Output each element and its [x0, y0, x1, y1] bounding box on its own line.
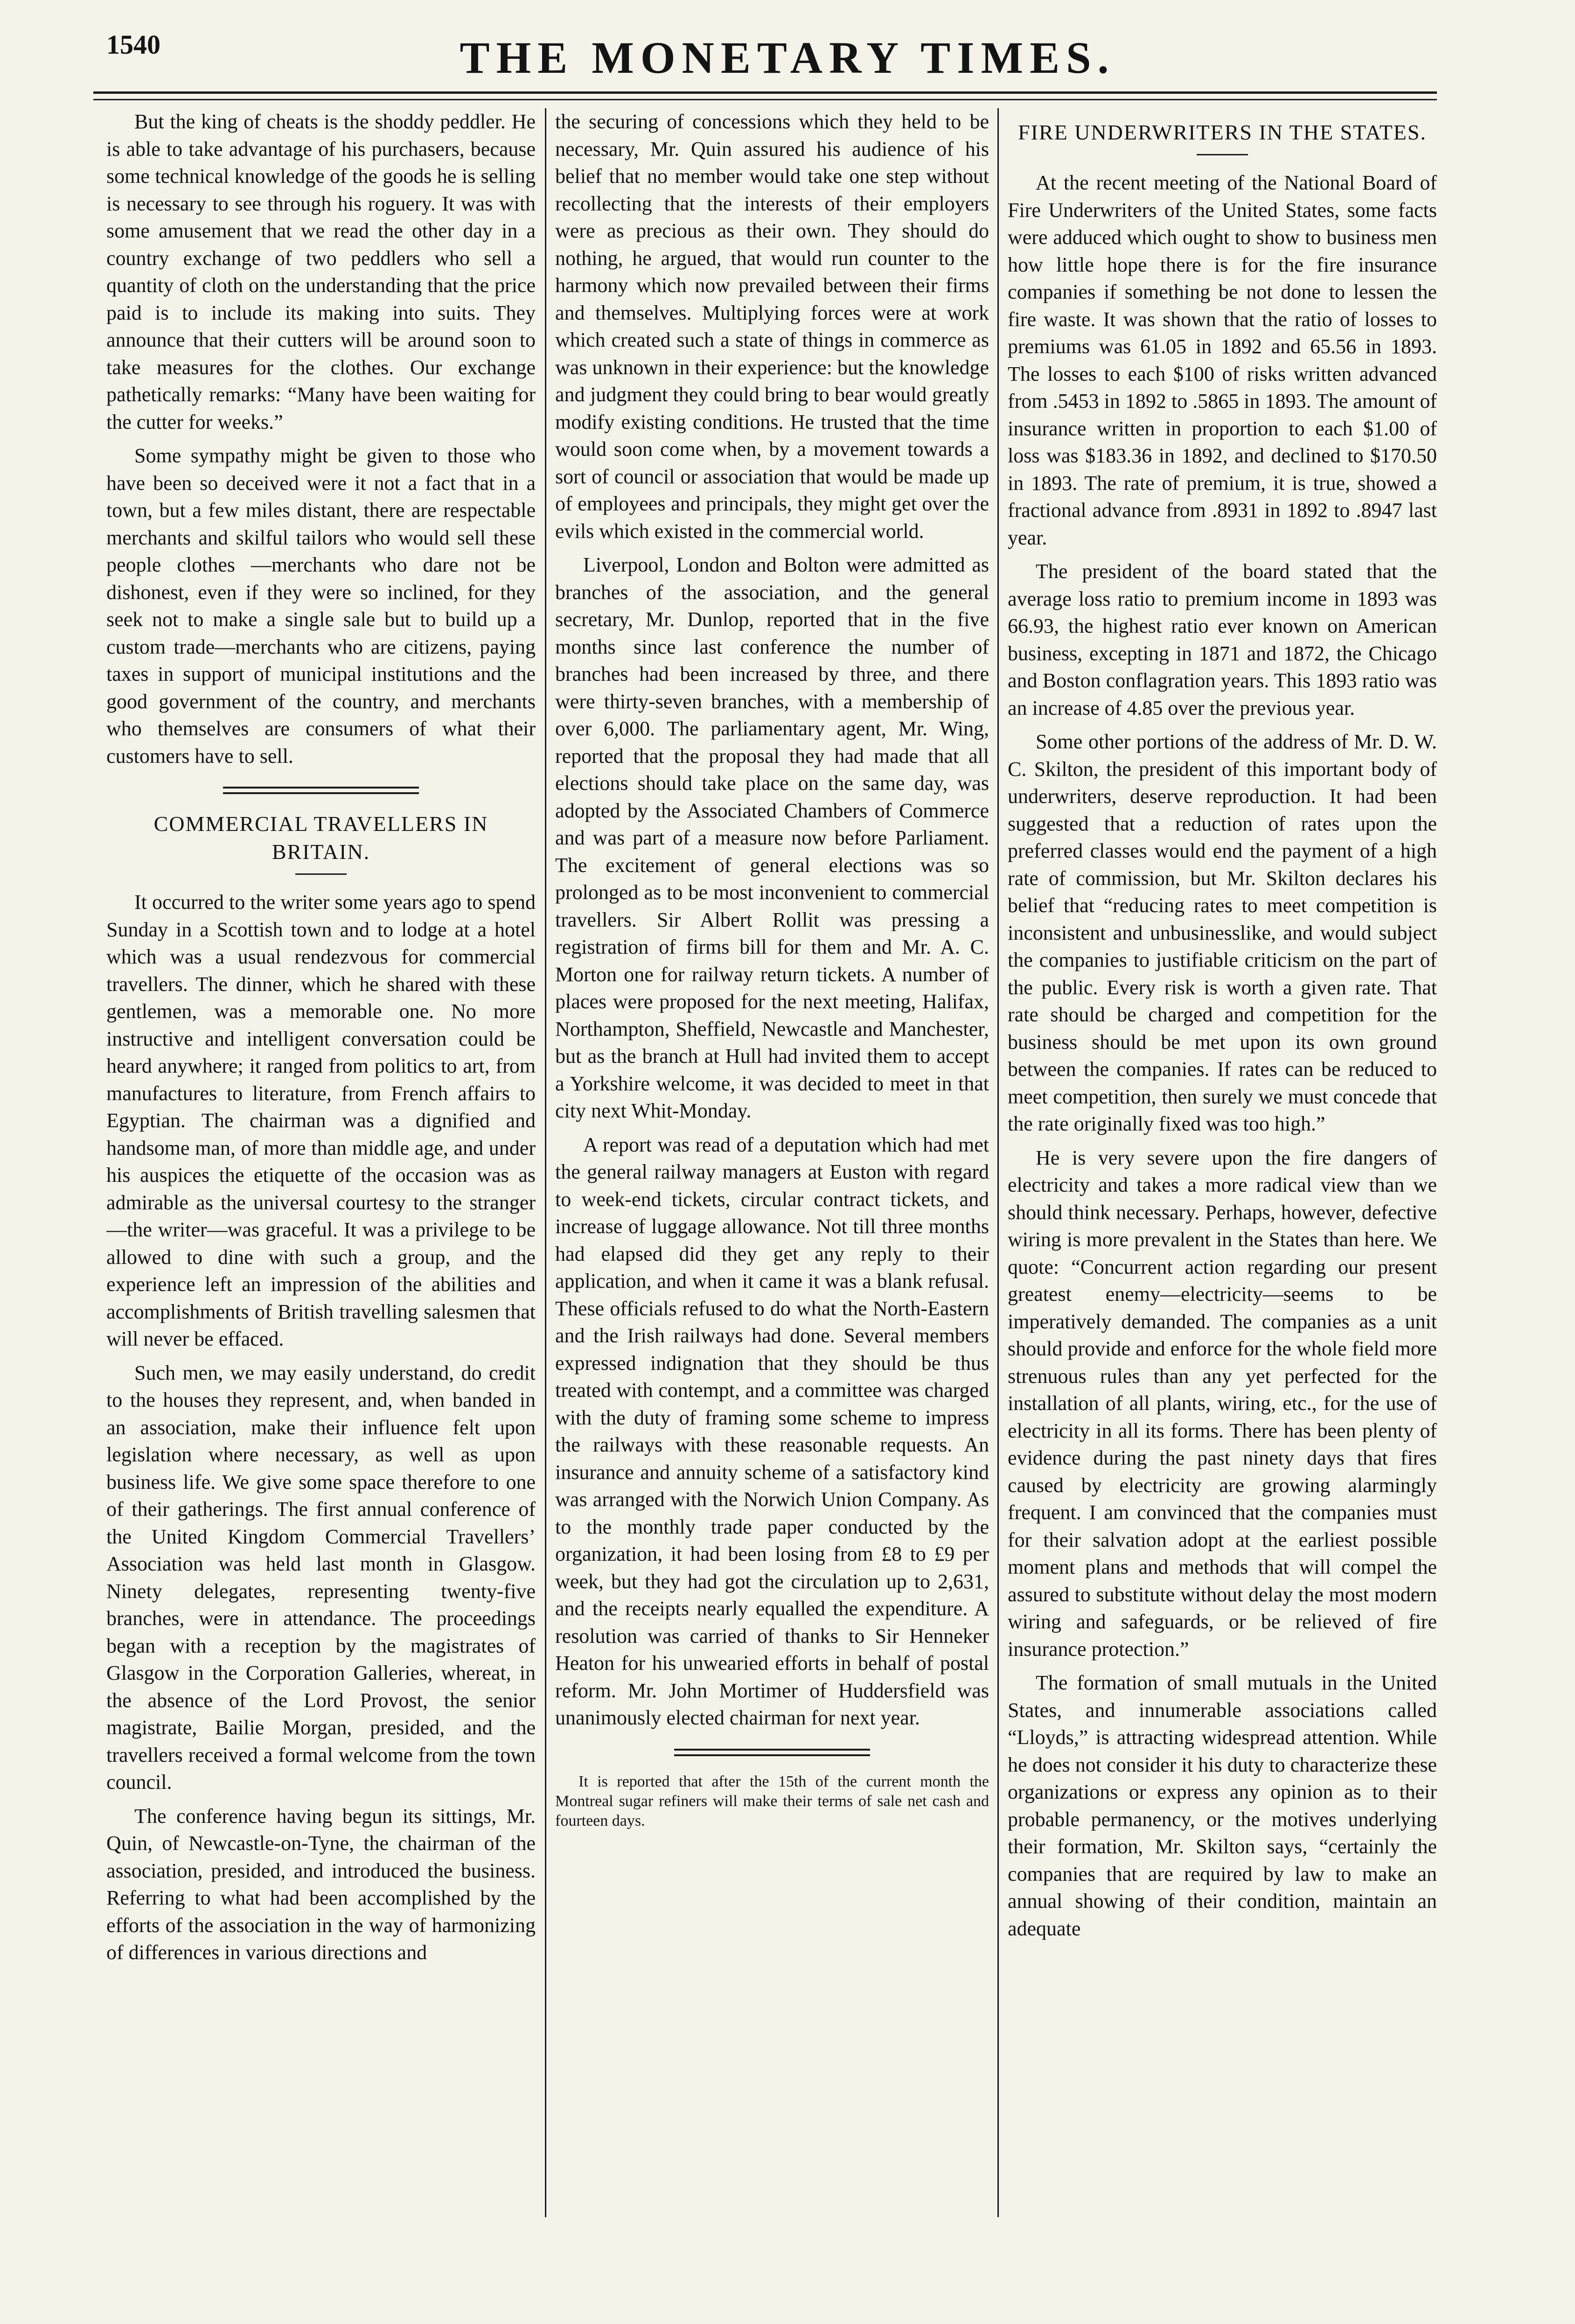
article-paragraph: The formation of small mutuals in the United States, and innumerable associations called “Lloyds,” is attracting widespread attention. While he does not consider it his duty to characterize these organizations or express any opinion as to their probable permanency, or the motives underlying their formation, Mr. Skilton says, “certainly the companies that are required by law to make an annual showing of their condition, maintain an adequate: [1008, 1671, 1437, 1940]
article-paragraph: Liverpool, London and Bolton were admitted as branches of the association, and the general secretary, Mr. Dunlop, reported that in the five months since last conference the number of branches had been increased by three, and there were thirty-seven branches, with a membership of over 6,000. The parliamentary agent, Mr. Wing, reported that the proposal they had made that all elections should take place on the same day, was adopted by the Associated Chambers of Commerce and was part of a measure now before Parliament. The excitement of general elections was so prolonged as to be most inconvenient to commercial travellers. Sir Albert Rollit was pressing a registration of firms bill for them and Mr. A. C. Morton one for railway return tickets. A number of places were proposed for the next meeting, Halifax, Northampton, Sheffield, Newcastle and Manchester, but as the branch at Hull had invited them to accept a Yorkshire welcome, it was decided to meet in that city next Whit-Monday.: [555, 553, 989, 1122]
column-divider-1: [545, 108, 546, 2217]
article-paragraph: Such men, we may easily understand, do credit to the houses they represent, and, when banded in an association, make their influence felt upon legislation where necessary, as well as upon business life. We give some space therefore to one of their gatherings. The first annual conference of the United Kingdom Commercial Travellers’ Association was held last month in Glasgow. Ninety delegates, representing twenty-five branches, were in attendance. The proceedings began with a reception by the magistrates of Glasgow in the Corporation Galleries, whereat, in the absence of the Lord Provost, the senior magistrate, Bailie Morgan, presided, and the travellers received a formal welcome from the town council.: [106, 1361, 536, 1794]
article-paragraph: The president of the board stated that the average loss ratio to premium income in 1893 was 66.93, the highest ratio ever known on American business, excepting in 1871 and 1872, the Chicago and Boston conflagration years. This 1893 ratio was an increase of 4.85 over the previous year.: [1008, 560, 1437, 719]
column-3: [1008, 108, 1437, 2236]
fire-underwriters-headline: FIRE UNDERWRITERS IN THE STATES.: [1018, 120, 1427, 144]
headline-dash: [1197, 154, 1248, 155]
column-divider-2: [997, 108, 999, 2217]
article-paragraph: A report was read of a deputation which had met the general railway managers at Euston with regard to week-end tickets, circular contract tickets, and increase of luggage allowance. Not till three months had elapsed did they get any reply to their application, and when it came it was a blank refusal. These officials refused to do what the North-Eastern and the Irish railways had done. Several members expressed indignation that they should be thus treated with contempt, and a committee was charged with the duty of framing some scheme to impress the railways with these reasonable requests. An insurance and annuity scheme of a satisfactory kind was arranged with the Norwich Union Company. As to the monthly trade paper conducted by the organization, it had been losing from £8 to £9 per week, but they had got the circulation up to 2,631, and the receipts nearly equalled the expenditure. A resolution was carried of thanks to Sir Henneker Heaton for his unwearied efforts in behalf of postal reform. Mr. John Mortimer of Huddersfield was unanimously elected chairman for next year.: [555, 1133, 989, 1729]
article-separator: [674, 1749, 870, 1756]
article-paragraph: It occurred to the writer some years ago to spend Sunday in a Scottish town and to lodge at a hotel which was a usual rendezvous for commercial travellers. The dinner, which he shared with these gentlemen, was a memorable one. No more instructive and intelligent conversation could be heard anywhere; it ranged from politics to art, from manufactures to literature, from French affairs to Egyptian. The chairman was a dignified and handsome man, of more than middle age, and under his auspices the etiquette of the occasion was as admirable as the universal courtesy to the stranger—the writer—was graceful. It was a privilege to be allowed to dine with such a group, and the experience left an impression of the abilities and accomplishments of British travelling salesmen that will never be effaced.: [106, 891, 536, 1350]
article-paragraph: At the recent meeting of the National Board of Fire Underwriters of the United States, some facts were adduced which ought to show to business men how little hope there is for the fire insurance companies if something be not done to lessen the fire waste. It was shown that the ratio of losses to premiums was 61.05 in 1892 and 65.56 in 1893. The losses to each $100 of risks written advanced from .5453 in 1892 to .5865 in 1893. The amount of insurance written in proportion to each $1.00 of loss was $183.36 in 1892, and declined to $170.50 in 1893. The rate of premium, it is true, showed a fractional advance from .8931 in 1892 to .8947 last year.: [1008, 171, 1437, 549]
page-number: 1540: [106, 29, 160, 60]
column-1: [106, 108, 536, 2096]
headline-dash: [295, 873, 347, 875]
article-paragraph: Some sympathy might be given to those who have been so deceived were it not a fact that in a town, but a few miles distant, there are respectable merchants and skilful tailors who would sell these people clothes —merchants who dare not be dishonest, even if they were so inclined, for they seek not to make a single sale but to build up a custom trade—merchants who are citizens, paying taxes in support of municipal institutions and the good government of the country, and merchants who themselves are consumers of what their customers have to sell.: [106, 444, 536, 768]
article-paragraph: He is very severe upon the fire dangers of electricity and takes a more radical view than we should think necessary. Perhaps, however, defective wiring is more prevalent in the States than here. We quote: “Concurrent action regarding our present greatest enemy—electricity—seems to be imperatively demanded. The companies as a unit should provide and enforce for the whole field more strenuous rules than any yet perfected for the installation of all plants, wiring, etc., for the use of electricity in all its forms. There has been plenty of evidence during the past ninety days that fires caused by electricity are growing alarmingly frequent. I am convinced that the companies must for their salvation adopt at the earliest possible moment plans and methods that will compel the assured to substitute without delay the most modern wiring and safeguards, or be relieved of fire insurance protection.”: [1008, 1146, 1437, 1661]
travellers-headline: COMMERCIAL TRAVELLERS IN BRITAIN.: [153, 812, 488, 864]
masthead: [0, 0, 1575, 89]
article-paragraph: Some other portions of the address of Mr. D. W. C. Skilton, the president of this important body of underwriters, deserve reproduction. It had been suggested that a reduction of rates upon the preferred classes would end the payment of a high rate of commission, but Mr. Skilton declares his belief that “reducing rates to meet competition is inconsistent and unbusinesslike, and would subject the companies to justifiable criticism on the part of the public. Every risk is worth a given rate. That rate should be charged and competition for the business should be met upon its own ground between the companies. If rates can be reduced to meet competition, then surely we must concede that the rate originally fixed was too high.”: [1008, 730, 1437, 1135]
article-paragraph: the securing of concessions which they held to be necessary, Mr. Quin assured his audience of his belief that no member would take one step without recollecting that the interests of their employers were as precious as their own. They should do nothing, he argued, that would run counter to the harmony which now prevailed between their firms and themselves. Multiplying forces were at work which created such a state of things in commerce as was unknown in their experience: but the knowledge and judgment they could bring to bear would greatly modify existing conditions. He trusted that the time would soon come when, by a movement towards a sort of council or association that would be made up of employees and principals, they might get over the evils which existed in the commercial world.: [555, 110, 989, 543]
column-2: [555, 108, 989, 2170]
sugar-refiners-note: It is reported that after the 15th of the current month the Montreal sugar refiners will make their terms of sale net cash and fourteen days.: [555, 1773, 989, 1829]
article-separator: [223, 787, 419, 794]
publication-title: THE MONETARY TIMES.: [460, 33, 1115, 83]
article-paragraph: But the king of cheats is the shoddy peddler. He is able to take advantage of his purchasers, because some technical knowledge of the goods he is selling is necessary to see through his roguery. It was with some amusement that we read the other day in a country exchange of two peddlers who sell a quantity of cloth on the understanding that the price paid is to include its making into suits. They announce that their cutters will be around soon to take measures for the clothes. Our exchange pathetically remarks: “Many have been waiting for the cutter for weeks.”: [106, 110, 536, 433]
header-rule: [93, 91, 1437, 94]
article-paragraph: The conference having begun its sittings, Mr. Quin, of Newcastle-on-Tyne, the chairman of the association, presided, and introduced the business. Referring to what had been accomplished by the efforts of the association in the way of harmonizing of differences in various directions and: [106, 1804, 536, 1964]
header-rule-secondary: [93, 99, 1437, 100]
